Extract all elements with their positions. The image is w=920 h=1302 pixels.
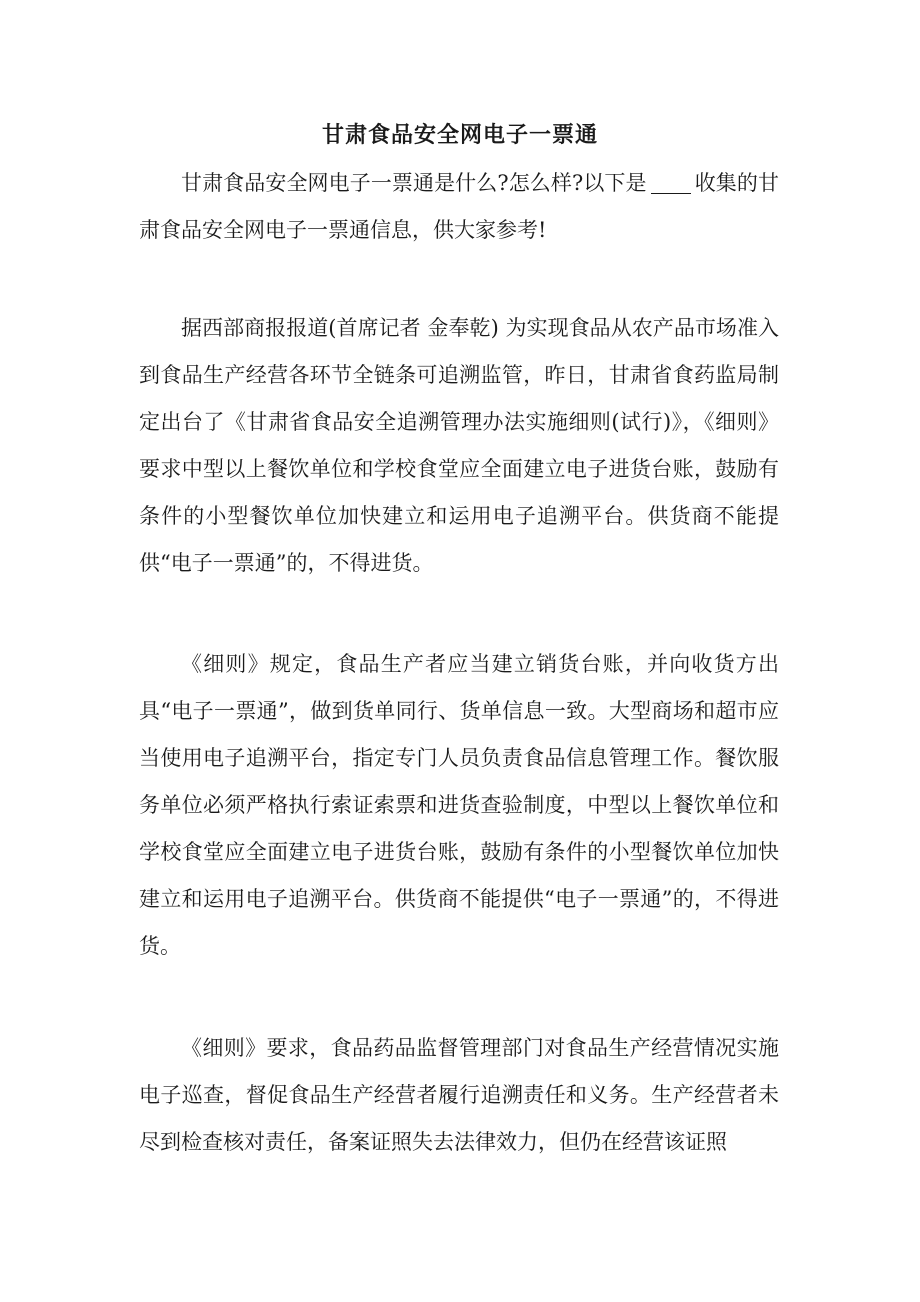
intro-text-end: 收集的甘肃食品安全网电子一票通信息，供大家参考!	[139, 171, 779, 242]
body-paragraph: 《细则》规定，食品生产者应当建立销货台账，并向收货方出具“电子一票通”，做到货单同行、货单信息一致。大型商场和超市应当使用电子追溯平台，指定专门人员负责食品信息管理工作。餐饮服务单位必须严格执行索证索票和进货查验制度，中型以上餐饮单位和学校食堂应全面建立电子进货台账，鼓励有条件的小型餐饮单位加快建立和运用电子追溯平台。供货商不能提供“电子一票通”的，不得进货。	[139, 652, 779, 958]
blank-underline	[651, 172, 691, 194]
document-title: 甘肃食品安全网电子一票通	[321, 122, 598, 148]
body-paragraph: 据西部商报报道(首席记者 金奉乾) 为实现食品从农产品市场准入到食品生产经营各环节全链条可追溯监管，昨日，甘肃省食药监局制定出台了《甘肃省食品安全追溯管理办法实施细则(试行)》，《细则》要求中型以上餐饮单位和学校食堂应全面建立电子进货台账，鼓励有条件的小型餐饮单位加快建立和运用电子追溯平台。供货商不能提供“电子一票通”的，不得进货。	[139, 316, 779, 575]
intro-paragraph	[139, 160, 779, 254]
body-paragraph: 《细则》要求，食品药品监督管理部门对食品生产经营情况实施电子巡查，督促食品生产经营者履行追溯责任和义务。生产经营者未尽到检查核对责任，备案证照失去法律效力，但仍在经营该证照	[139, 1036, 779, 1154]
intro-text-start: 甘肃食品安全网电子一票通是什么?怎么样?以下是	[181, 171, 647, 195]
